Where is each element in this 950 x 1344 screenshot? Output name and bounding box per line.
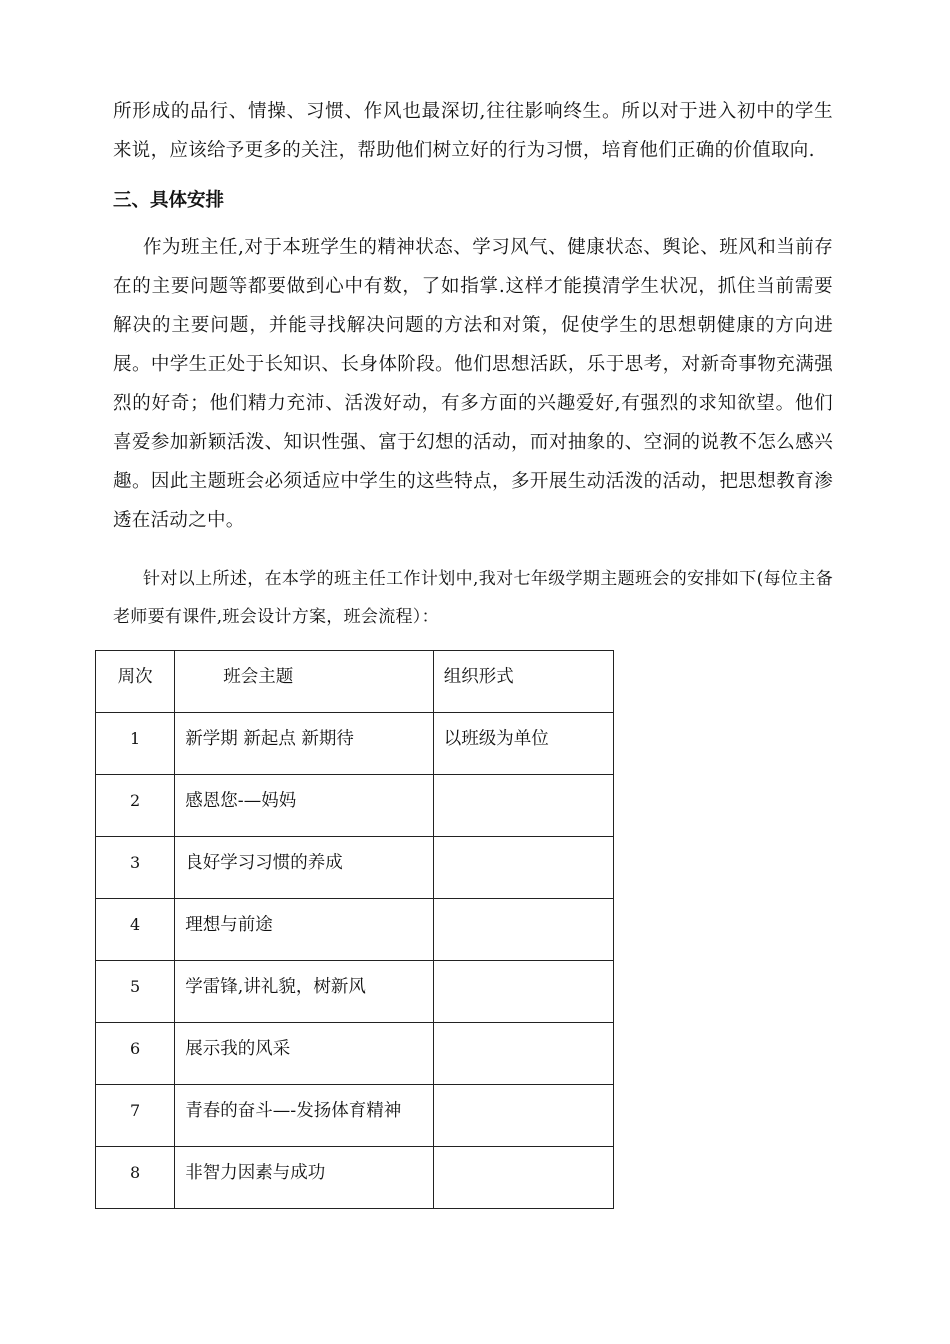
header-topic: 班会主题 <box>175 651 433 713</box>
table-row <box>96 1023 614 1085</box>
cell-topic: 学雷锋,讲礼貌，树新风 <box>175 961 433 1023</box>
cell-topic: 良好学习习惯的养成 <box>175 837 433 899</box>
table-row <box>96 713 614 775</box>
schedule-table <box>95 650 614 1209</box>
paragraph-main: 作为班主任,对于本班学生的精神状态、学习风气、健康状态、舆论、班风和当前存在的主要问题等都要做到心中有数，了如指掌.这样才能摸清学生状况，抓住当前需要解决的主要问题，并能寻找解决问题的方法和对策，促使学生的思想朝健康的方向进展。中学生正处于长知识、长身体阶段。他们思想活跃，乐于思考，对新奇事物充满强烈的好奇；他们精力充沛、活泼好动，有多方面的兴趣爱好,有强烈的求知欲望。他们喜爱参加新颖活泼、知识性强、富于幻想的活动，而对抽象的、空洞的说教不怎么感兴趣。因此主题班会必须适应中学生的这些特点，多开展生动活泼的活动，把思想教育渗透在活动之中。 <box>113 237 833 531</box>
table-row <box>96 961 614 1023</box>
table-row <box>96 1085 614 1147</box>
paragraph-top: 所形成的品行、情操、习惯、作风也最深切,往往影响终生。所以对于进入初中的学生来说，应该给予更多的关注，帮助他们树立好的行为习惯，培育他们正确的价值取向. <box>113 101 833 161</box>
cell-week: 7 <box>96 1085 175 1147</box>
cell-form <box>433 961 613 1023</box>
table-row <box>96 899 614 961</box>
cell-topic: 感恩您-—妈妈 <box>175 775 433 837</box>
cell-week: 8 <box>96 1147 175 1209</box>
cell-topic: 青春的奋斗—-发扬体育精神 <box>175 1085 433 1147</box>
cell-week: 2 <box>96 775 175 837</box>
cell-form <box>433 899 613 961</box>
cell-topic: 新学期 新起点 新期待 <box>175 713 433 775</box>
cell-topic: 非智力因素与成功 <box>175 1147 433 1209</box>
section-heading: 三、具体安排 <box>113 190 225 211</box>
cell-form <box>433 837 613 899</box>
cell-topic: 展示我的风采 <box>175 1023 433 1085</box>
table-header-row <box>96 651 614 713</box>
table-row <box>96 775 614 837</box>
cell-week: 1 <box>96 713 175 775</box>
cell-week: 3 <box>96 837 175 899</box>
table-row <box>96 1147 614 1209</box>
table-header <box>96 651 614 713</box>
table-body <box>96 713 614 1209</box>
cell-form <box>433 1147 613 1209</box>
cell-form <box>433 1085 613 1147</box>
cell-week: 5 <box>96 961 175 1023</box>
cell-form <box>433 1023 613 1085</box>
cell-form <box>433 775 613 837</box>
header-form: 组织形式 <box>433 651 613 713</box>
cell-week: 4 <box>96 899 175 961</box>
cell-topic: 理想与前途 <box>175 899 433 961</box>
paragraph-intro: 针对以上所述，在本学的班主任工作计划中,我对七年级学期主题班会的安排如下(每位主备老师要有课件,班会设计方案，班会流程）： <box>113 569 833 627</box>
header-week: 周次 <box>96 651 175 713</box>
table-row <box>96 837 614 899</box>
cell-week: 6 <box>96 1023 175 1085</box>
cell-form: 以班级为单位 <box>433 713 613 775</box>
